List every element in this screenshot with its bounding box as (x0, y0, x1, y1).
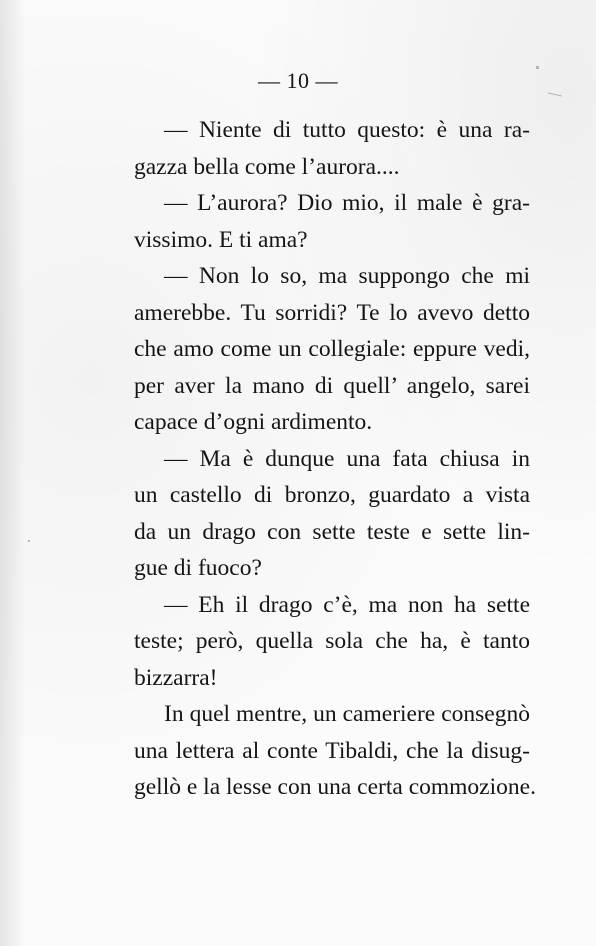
text-line: amerebbe. Tu sorridi? Te lo avevo detto (134, 299, 530, 326)
text-line: per aver la mano di quell’ angelo, sarei (134, 372, 530, 399)
text-line: — Non lo so, ma suppongo che mi (164, 263, 530, 289)
body-text (134, 112, 536, 806)
scan-speck (28, 540, 30, 542)
page-number: — 10 — (258, 68, 338, 93)
text-line: che amo come un collegiale: eppure vedi, (134, 336, 530, 362)
text-line: vissimo. E ti ama? (134, 226, 308, 253)
text-line: In quel mentre, un cameriere consegnò (164, 701, 530, 727)
text-line: da un drago con sette teste e sette lin- (134, 518, 530, 545)
text-line: una lettera al conte Tibaldi, che la disug- (134, 737, 530, 764)
page-gutter-shadow (0, 0, 26, 946)
text-line: — L’aurora? Dio mio, il male è gra- (164, 190, 530, 216)
text-line: gazza bella come l’aurora.... (134, 153, 400, 180)
text-line: gellò e la lesse con una certa commozione. (134, 774, 536, 800)
text-line: gue di fuoco? (134, 555, 262, 581)
text-line: un castello di bronzo, guardato a vista (134, 482, 530, 508)
text-line: teste; però, quella sola che ha, è tanto (134, 628, 530, 654)
text-line: — Ma è dunque una fata chiusa in (164, 445, 530, 472)
text-line: bizzarra! (134, 664, 218, 691)
text-line: — Eh il drago c’è, ma non ha sette (164, 591, 530, 618)
text-line: capace d’ogni ardimento. (134, 409, 373, 435)
text-line: — Niente di tutto questo: è una ra- (164, 117, 530, 143)
